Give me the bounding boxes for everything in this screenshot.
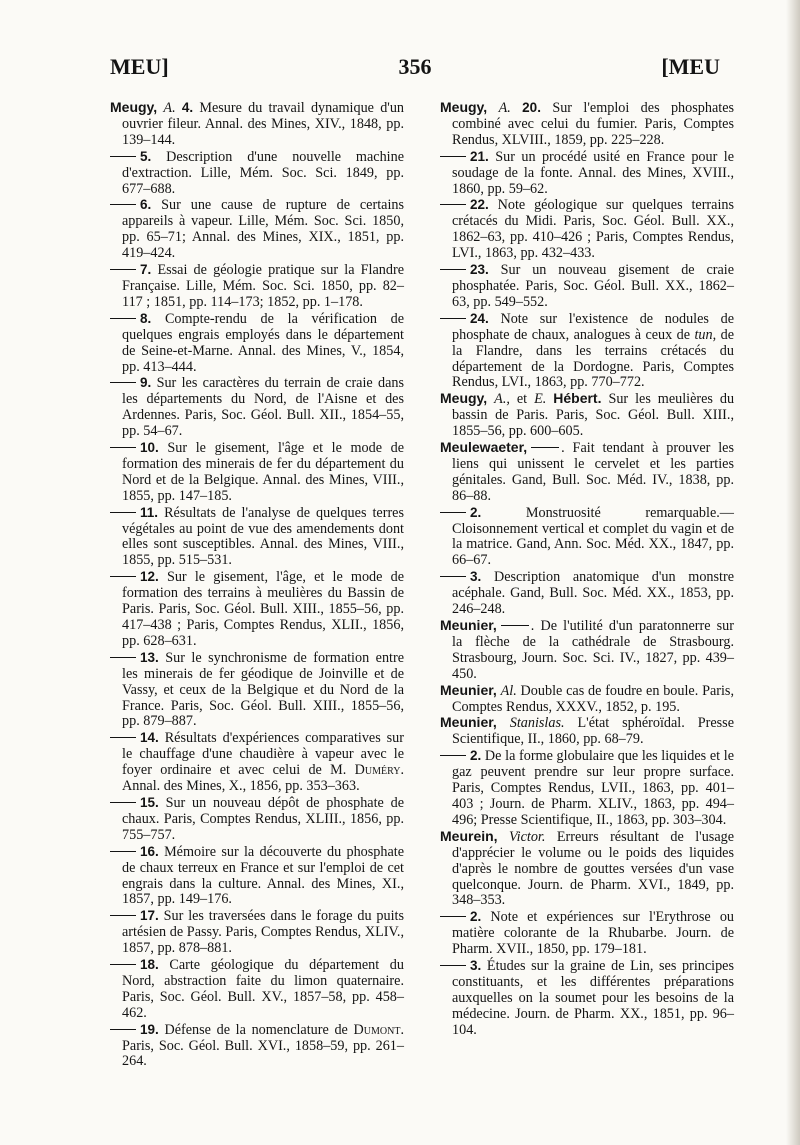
entry-text: Sur le synchronisme de formation entre les minerais de fer géodique de Joinville et de Vassy, et ceux de la Belgique et du Nord de la France. Paris, Soc. Géol. Bull. XIII., 1855–56, pp. 879–887.: [122, 649, 405, 730]
entry-text: Monstruosité remarquable.—Cloisonnement vertical et complet du vagin et de la matrice. Gand, Ann. Soc. Méd. XX., 1847, pp. 66–67.: [452, 504, 734, 569]
ditto-dash: [531, 447, 559, 448]
entry-number: 12.: [140, 569, 159, 585]
author-given-name: Stanislas.: [509, 715, 565, 732]
entry-text: Mesure du travail dynamique d'un ouvrier fileur. Annal. des Mines, XIV., 1848, pp. 139–144.: [122, 100, 405, 148]
author-name: Meulewaeter,: [440, 439, 528, 456]
bibliography-entry: [110, 375, 404, 440]
bibliography-entry: [440, 958, 734, 1039]
bibliography-entry: [110, 569, 404, 650]
entry-text: Sur un procédé usité en France pour le soudage de la fonte. Annal. des Mines, XVIII., 1860, pp. 59–62.: [452, 148, 735, 197]
bibliography-entry: [110, 957, 404, 1022]
entry-number: 24.: [470, 310, 489, 326]
ditto-dash: [440, 916, 466, 917]
bibliography-entry: [110, 650, 404, 731]
entry-number: 7.: [140, 262, 152, 278]
bibliography-entry: [440, 683, 734, 716]
entry-text: Sur les meulières du bassin de Paris. Paris, Soc. Géol. Bull. XIII., 1855–56, pp. 600–605.: [452, 391, 735, 440]
entry-number: 22.: [470, 197, 489, 213]
ditto-dash: [110, 1029, 136, 1030]
entry-text: Sur le gisement, l'âge et le mode de formation des minerais de fer du département du Nord et de la Belgique. Annal. des Mines, VIII., 1855, pp. 147–185.: [122, 440, 405, 504]
bibliography-entry: [110, 262, 404, 311]
ditto-dash: [440, 204, 466, 205]
entry-text-continued: Paris, Soc. Géol. Bull. XVI., 1858–59, pp. 261–264.: [122, 1037, 404, 1070]
entry-number: 2.: [470, 504, 482, 520]
entry-text: Essai de géologie pratique sur la Flandre Française. Lille, Mém. Soc. Sci. 1850, pp. 82–117 ; 1851, pp. 114–173; 1852, pp. 1–178.: [122, 262, 405, 310]
entry-text: Études sur la graine de Lin, ses principes constituants, et les différentes préparations auxquelles on la soumet pour les besoins de la médecine. Journ. de Pharm. XX., 1851, pp. 96–104.: [452, 958, 735, 1038]
entry-text: . De l'utilité d'un paratonnerre sur la flèche de la cathédrale de Strasbourg. Strasbourg, Journ. Soc. Sci. IV., 1827, pp. 439–450.: [452, 618, 734, 682]
author-given-name: A.,: [494, 391, 510, 408]
bibliography-entry: [110, 505, 404, 570]
entry-text-continued: de la Flandre, dans les terrains crétacés du département de la Dordogne. Paris, Comptes Rendus, LVI., 1863, pp. 770–772.: [452, 326, 734, 391]
author-name: Meugy,: [440, 99, 488, 115]
entry-text: Sur le gisement, l'âge, et le mode de formation des terrains à meulières du Bassin de Paris. Paris, Soc. Géol. Bull. XIII., 1855–56, pp. 417–438 ; Paris, Comptes Rendus, XLII., 1856, pp. 628–631.: [122, 569, 404, 649]
entry-number: 10.: [140, 440, 159, 456]
ditto-dash: [110, 915, 136, 916]
bibliography-entry: [110, 795, 404, 844]
ditto-dash: [110, 156, 136, 157]
italic-term: tun,: [694, 326, 717, 343]
author-name: Meunier,: [440, 714, 497, 731]
ditto-dash: [440, 965, 466, 966]
bibliography-entry: [110, 730, 404, 795]
ditto-dash: [440, 318, 466, 319]
ditto-dash: [440, 269, 466, 270]
entry-number: 5.: [140, 148, 152, 164]
author-given-name: Al.: [500, 682, 517, 699]
ditto-dash: [440, 576, 466, 577]
ditto-dash: [110, 657, 136, 658]
entry-text: Erreurs résultant de l'usage d'apprécier le volume ou le poids des liquides d'après le nombre de gouttes versées d'un vase quelconque. Journ. de Pharm. XVI., 1849, pp. 348–353.: [452, 828, 735, 909]
entry-number: 2.: [470, 909, 482, 925]
entry-number: 14.: [140, 730, 159, 746]
ditto-dash: [110, 737, 136, 738]
bibliography-entry: [110, 149, 404, 198]
bibliography-entry: [440, 748, 734, 829]
author-name: Meunier,: [440, 617, 497, 633]
author-name: Meunier,: [440, 681, 497, 698]
bibliography-entry: [440, 505, 734, 570]
author-name: Meurein,: [440, 827, 498, 844]
running-header: [110, 54, 720, 82]
bibliography-entry: [110, 908, 404, 957]
page-edge-shadow: [786, 0, 800, 1145]
ditto-dash: [110, 269, 136, 270]
ditto-dash: [110, 802, 136, 803]
entry-number: 19.: [140, 1021, 159, 1037]
ditto-dash: [110, 447, 136, 448]
header-left-keyword: MEU]: [110, 54, 169, 79]
entry-number: 3.: [470, 958, 482, 974]
author-given-name: A.: [498, 100, 511, 116]
bibliography-entry: [110, 197, 404, 262]
entry-text: L'état sphéroïdal. Presse Scientifique, II., 1860, pp. 68–79.: [452, 715, 734, 748]
entry-text: Résultats d'expériences comparatives sur le chauffage d'une chaudière à vapeur avec le foyer ordinaire et avec celui de M.: [122, 730, 404, 779]
bibliography-entry: [110, 311, 404, 376]
entry-text: Note géologique sur quelques terrains crétacés du Midi. Paris, Soc. Géol. Bull. XX., 1862–63, pp. 410–426 ; Paris, Comptes Rendus, LVI., 1863, pp. 432–433.: [452, 197, 734, 262]
entry-text: Double cas de foudre en boule. Paris, Comptes Rendus, XXXV., 1852, p. 195.: [452, 682, 734, 715]
bibliography-entry: [440, 618, 734, 683]
entry-number: 23.: [470, 262, 489, 278]
page-number: 356: [398, 54, 432, 79]
bibliography-entry: [440, 569, 734, 618]
entry-number: 2.: [470, 748, 482, 764]
cited-name: Dumont.: [353, 1021, 404, 1038]
entry-text: Description anatomique d'un monstre acéphale. Gand, Bull. Soc. Méd. XX., 1853, pp. 246–248.: [452, 569, 734, 618]
entry-number: 4.: [181, 100, 194, 115]
ditto-dash: [110, 576, 136, 577]
entry-text-continued: Annal. des Mines, X., 1856, pp. 353–363.: [122, 778, 360, 795]
ditto-dash: [110, 204, 136, 205]
entry-number: 9.: [140, 375, 152, 391]
entry-number: 3.: [470, 569, 482, 585]
bibliography-entry: [440, 909, 734, 958]
bibliography-entry: [440, 149, 734, 198]
right-column: [440, 100, 734, 1039]
header-right-keyword: [MEU: [661, 54, 720, 79]
ditto-dash: [110, 318, 136, 319]
bibliography-entry: [440, 197, 734, 262]
entry-text: Sur un nouveau gisement de craie phosphatée. Paris, Soc. Géol. Bull. XX., 1862–63, pp. 549–552.: [452, 262, 735, 310]
entry-text: Défense de la nomenclature de: [164, 1021, 348, 1038]
entry-number: 13.: [140, 649, 159, 665]
entry-text: Résultats de l'analyse de quelques terres végétales au point de vue des amendements dont elles sont susceptibles. Annal. des Mines, VIII., 1855, pp. 515–531.: [122, 504, 404, 569]
ditto-dash: [110, 964, 136, 965]
bibliography-entry: [440, 311, 734, 392]
bibliography-entry: [440, 715, 734, 748]
entry-text: Mémoire sur la découverte du phosphate de chaux terreux en France et sur l'emploi de cet engrais dans la culture. Annal. des Mines, XI., 1857, pp. 149–176.: [122, 843, 404, 908]
entry-text: Sur les caractères du terrain de craie dans les départements du Nord, de l'Aisne et des Ardennes. Paris, Soc. Géol. Bull. XII., 1854–55, pp. 54–67.: [122, 375, 405, 440]
entry-number: 18.: [140, 957, 159, 973]
bibliography-entry: [440, 440, 734, 505]
bibliography-entry: [110, 1022, 404, 1071]
entry-number: 21.: [470, 148, 489, 164]
entry-text: Sur un nouveau dépôt de phosphate de chaux. Paris, Comptes Rendus, XLIII., 1856, pp. 755–757.: [122, 794, 404, 843]
author-given-name: A.: [163, 100, 176, 116]
bibliography-entry: [110, 100, 404, 149]
entry-text: Carte géologique du département du Nord, abstraction faite du limon quaternaire. Paris, Soc. Géol. Bull. XV., 1857–58, pp. 458–462.: [122, 957, 404, 1021]
conjunction: et: [516, 391, 528, 408]
entry-text: Note sur l'existence de nodules de phosphate de chaux, analogues à ceux de: [452, 310, 734, 343]
entry-text: Sur une cause de rupture de certains appareils à vapeur. Lille, Mém. Soc. Sci. 1850, pp. 65–71; Annal. des Mines, XIX., 1851, pp. 419–424.: [122, 197, 404, 262]
entry-number: 6.: [140, 197, 152, 213]
entry-text: . Fait tendant à prouver les liens qui unissent le cervelet et les parties génitales. Gand, Bull. Soc. Méd. IV., 1838, pp. 86–88.: [452, 440, 734, 504]
bibliography-entry: [440, 829, 734, 910]
ditto-dash: [110, 382, 136, 383]
author-name: Meugy,: [110, 99, 158, 115]
ditto-dash: [110, 512, 136, 513]
entry-number: 17.: [140, 908, 159, 924]
author-name: Meugy,: [440, 390, 488, 407]
entry-text: Sur l'emploi des phosphates combiné avec celui du fumier. Paris, Comptes Rendus, XLVIII., 1859, pp. 225–228.: [452, 100, 735, 148]
cited-name: Duméry.: [354, 762, 404, 779]
entry-text: Description d'une nouvelle machine d'extraction. Lille, Mém. Soc. Sci. 1849, pp. 677–688.: [122, 148, 404, 197]
ditto-dash: [440, 755, 466, 756]
coauthor-given-name: E.: [534, 391, 547, 408]
bibliography-entry: [440, 100, 734, 149]
entry-number: 16.: [140, 843, 159, 859]
entry-text: Compte-rendu de la vérification de quelques engrais employés dans le département de Seine-et-Marne. Annal. des Mines, V., 1854, pp. 413–444.: [122, 310, 404, 375]
ditto-dash: [501, 625, 529, 626]
bibliography-entry: [110, 440, 404, 505]
entry-text: De la forme globulaire que les liquides et le gaz peuvent prendre sur leur propre surface. Paris, Comptes Rendus, LVII., 1863, pp. 401–403 ; Journ. de Pharm. XLIV., 1863, pp. 494–496; Presse Scientifique, II., 1863, pp. 303–304.: [452, 748, 734, 828]
entry-text: Sur les traversées dans le forage du puits artésien de Passy. Paris, Comptes Rendus, XLIV., 1857, pp. 878–881.: [122, 908, 404, 957]
entry-number: 20.: [522, 100, 541, 115]
ditto-dash: [440, 512, 466, 513]
bibliography-entry: [440, 262, 734, 311]
author-given-name: Victor.: [509, 828, 546, 845]
left-column: [110, 100, 404, 1070]
entry-number: 8.: [140, 310, 152, 326]
bibliography-entry: [440, 391, 734, 440]
coauthor-name: Hébert.: [553, 390, 602, 407]
entry-number: 11.: [140, 504, 159, 520]
ditto-dash: [440, 156, 466, 157]
ditto-dash: [110, 851, 136, 852]
bibliography-entry: [110, 844, 404, 909]
entry-number: 15.: [140, 794, 159, 810]
entry-text: Note et expériences sur l'Erythrose ou matière colorante de la Rhubarbe. Journ. de Pharm. XVII., 1850, pp. 179–181.: [452, 909, 735, 958]
